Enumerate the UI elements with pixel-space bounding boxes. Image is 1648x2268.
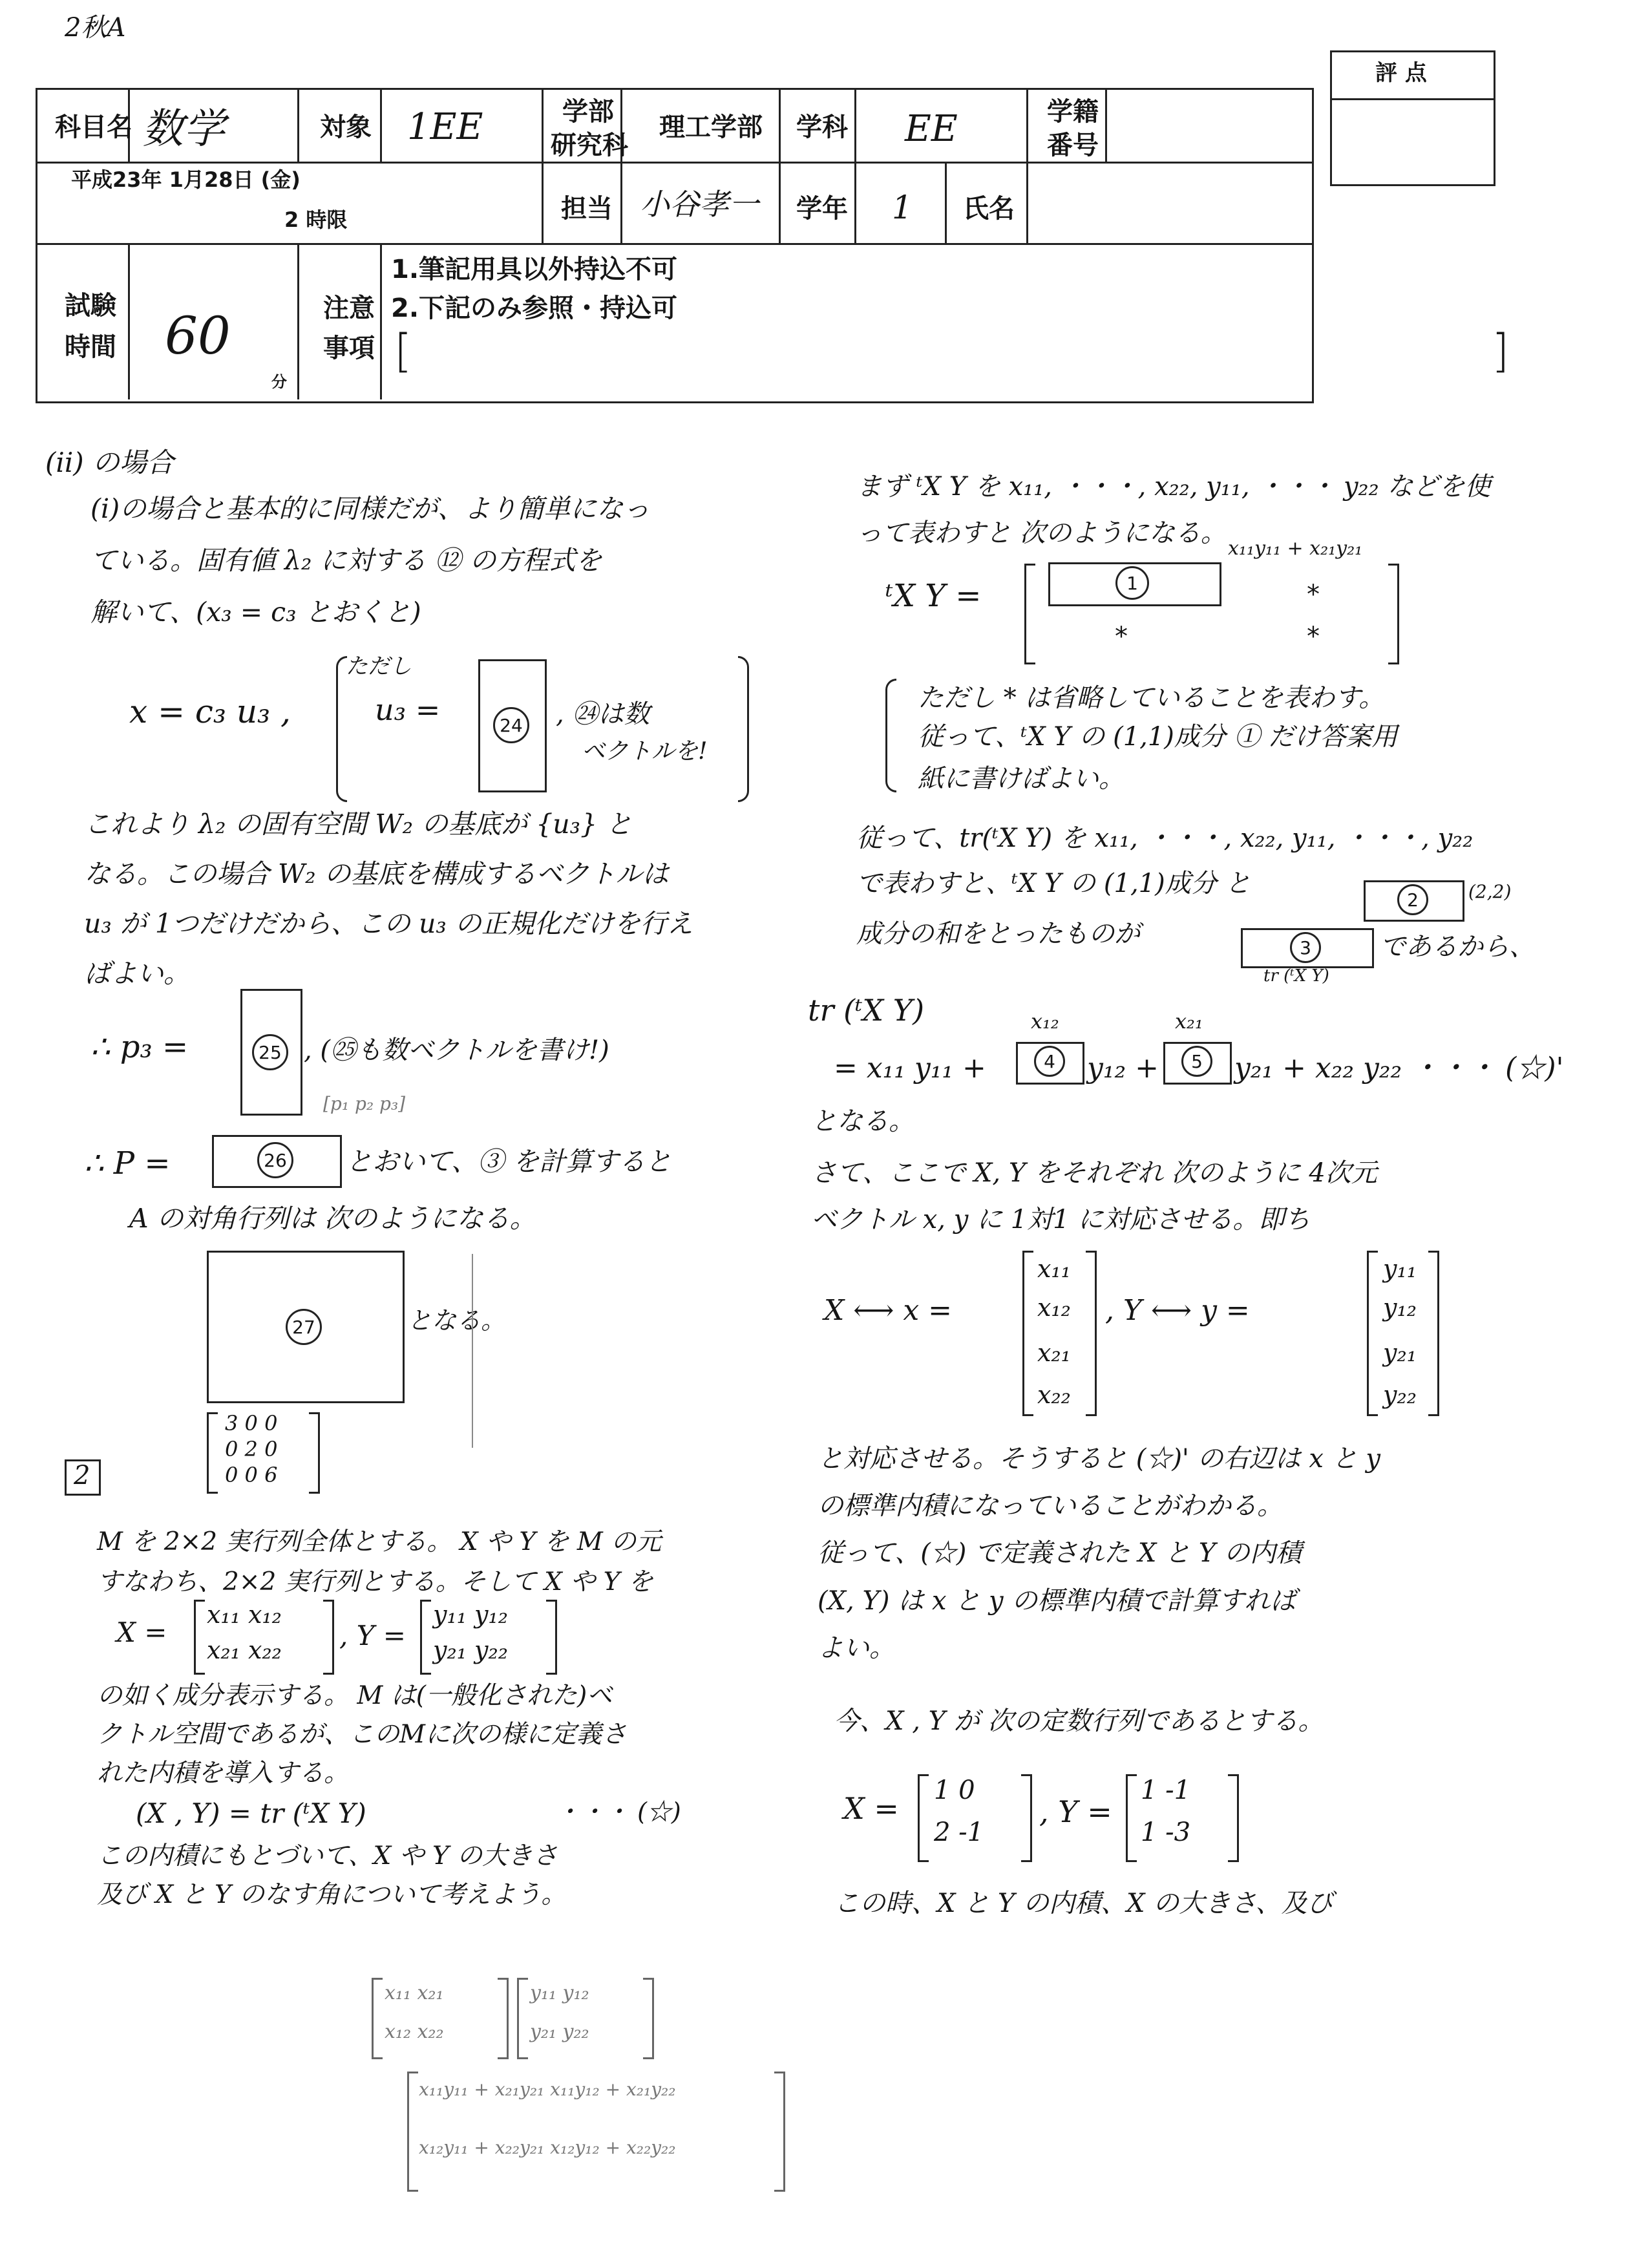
- y-matrix-row: y₂₁ y₂₂: [433, 1636, 508, 1664]
- note-paren: [885, 679, 896, 792]
- name-label: 氏名: [963, 194, 1015, 224]
- paragraph-line: よい。: [818, 1633, 895, 1663]
- paragraph-line: この時、X と Y の内積、X の大きさ、及び: [834, 1889, 1333, 1918]
- note-1: 1.筆記用具以外持込不可: [391, 255, 678, 284]
- box25-note: , (㉕も数ベクトルを書け!): [304, 1035, 609, 1065]
- student-no-label-1: 学籍: [1047, 97, 1099, 127]
- paragraph-line: 解いて、(x₃ = c₃ とおくと): [90, 597, 421, 628]
- time-label-1: 試験: [65, 291, 116, 321]
- y-matrix-label: , Y =: [339, 1620, 406, 1651]
- answer-number-1: 1: [1115, 566, 1149, 600]
- scratch-bracket: [372, 1978, 383, 2059]
- star-mark: *: [1307, 622, 1320, 652]
- star-label: ・・・ (☆): [556, 1797, 681, 1826]
- target-label: 対象: [320, 112, 372, 142]
- given-y-row: 1 -3: [1141, 1818, 1191, 1847]
- matrix-bracket-right: [1228, 1774, 1239, 1862]
- x-matrix-label: X =: [116, 1616, 167, 1648]
- scratch-row: x₁₂y₁₁ + x₂₂y₂₁ x₁₂y₁₂ + x₂₂y₂₂: [419, 2137, 676, 2158]
- time-label-2: 時間: [65, 332, 116, 362]
- x-vector-entry: x₂₂: [1037, 1381, 1071, 1409]
- map-x-label: X ⟷ x =: [824, 1294, 953, 1327]
- diag-row: 3 0 0: [225, 1411, 278, 1436]
- paragraph-line: クトル空間であるが、このMに次の様に定義さ: [97, 1720, 627, 1749]
- year-value: 1: [892, 189, 913, 226]
- paragraph-line: なる。この場合 W₂ の基底を構成するベクトルは: [84, 858, 669, 889]
- matrix-bracket-left: [207, 1412, 218, 1494]
- note-2: 2.下記のみ参照・持込可: [391, 293, 678, 323]
- box24-note-2: ベクトルを!: [582, 738, 708, 765]
- year-label: 学年: [796, 194, 848, 224]
- y-vector-entry: y₂₁: [1383, 1339, 1417, 1367]
- exam-period: 2 時限: [284, 207, 348, 232]
- note-tadashi: ただし: [346, 653, 412, 679]
- paragraph-line: A の対角行列は 次のようになる。: [129, 1203, 536, 1234]
- paragraph-line: (i)の場合と基本的に同様だが、より簡単になっ: [90, 493, 650, 524]
- matrix-bracket-left: [420, 1600, 431, 1675]
- box24-note: , ㉔は数: [556, 699, 650, 729]
- student-no-label-2: 番号: [1047, 131, 1099, 160]
- time-value: 60: [165, 306, 231, 366]
- eigenvector-equation: x = c₃ u₃ ,: [129, 693, 291, 730]
- teacher-label: 担当: [561, 194, 613, 224]
- matrix-bracket-right: [1021, 1774, 1032, 1862]
- faculty-label-2: 研究科: [551, 131, 628, 160]
- notes-label-1: 注意: [323, 293, 375, 323]
- box5-top-note: x₂₁: [1175, 1009, 1203, 1033]
- matrix-bracket-left: [194, 1600, 205, 1675]
- paragraph-line: これより λ₂ の固有空間 W₂ の基底が {u₃} と: [84, 809, 633, 840]
- answer-number-24: 24: [493, 707, 529, 743]
- side-note: x₁₁y₁₁ + x₂₁y₂₁: [1228, 537, 1363, 560]
- note-bracket-close: ]: [1492, 324, 1510, 377]
- paragraph-line: ている。固有値 λ₂ に対する ⑫ の方程式を: [90, 545, 602, 576]
- scratch-bracket: [774, 2072, 785, 2192]
- star-mark: *: [1115, 622, 1128, 652]
- box3-under-note: tr (ᵗX Y): [1263, 966, 1329, 986]
- matrix-bracket-left: [1126, 1774, 1137, 1862]
- corner-mark: 2秋A: [65, 13, 126, 43]
- dept-label: 学科: [796, 112, 848, 142]
- matrix-bracket-right: [1388, 564, 1399, 664]
- paragraph-line: ばよい。: [84, 958, 190, 989]
- scratch-row: x₁₁y₁₁ + x₂₁y₂₁ x₁₁y₁₂ + x₂₁y₂₂: [419, 2079, 676, 2100]
- given-x-row: 1 0: [934, 1775, 975, 1805]
- u3-label: u₃ =: [375, 692, 441, 727]
- dept-value: EE: [905, 108, 958, 150]
- x-matrix-row: x₂₁ x₂₂: [207, 1636, 282, 1664]
- given-x-row: 2 -1: [934, 1818, 984, 1847]
- paragraph-line: M を 2×2 実行列全体とする。 X や Y を M の元: [97, 1527, 662, 1556]
- faculty-label-1: 学部: [562, 97, 614, 127]
- trace-eq-c: y₂₁ + x₂₂ y₂₂ ・・・ (☆)': [1234, 1052, 1564, 1085]
- given-y-label: , Y =: [1039, 1794, 1112, 1829]
- paragraph-line: さて、ここで X, Y をそれぞれ 次のように 4次元: [811, 1158, 1377, 1188]
- paragraph-line: 従って、ᵗX Y の (1,1)成分 ① だけ答案用: [918, 722, 1398, 752]
- y-vector-entry: y₁₁: [1383, 1255, 1417, 1283]
- txy-label: ᵗX Y =: [885, 578, 982, 614]
- paragraph-line: すなわち、2×2 実行列とする。そして X や Y を: [97, 1567, 653, 1596]
- scratch-p-matrix: [p₁ p₂ p₃]: [323, 1093, 406, 1114]
- scratch-bracket: [517, 1978, 528, 2059]
- vector-bracket-right: [1428, 1251, 1439, 1416]
- answer-number-3: 3: [1290, 932, 1321, 963]
- paragraph-line: (X, Y) は x と y の標準内積で計算すれば: [818, 1586, 1296, 1616]
- x-vector-entry: x₁₁: [1037, 1255, 1071, 1283]
- subject-value: 数学: [142, 105, 225, 153]
- answer-number-5: 5: [1181, 1046, 1212, 1077]
- scratch-work-matrices: [472, 1254, 822, 1448]
- teacher-value: 小谷孝一: [640, 187, 759, 222]
- trace-eq-b: y₁₂ +: [1087, 1052, 1159, 1085]
- diag-row: 0 0 6: [225, 1463, 278, 1487]
- p-equation: ∴ P =: [84, 1145, 171, 1182]
- target-value: 1EE: [407, 106, 483, 148]
- vector-bracket-left: [1022, 1251, 1033, 1416]
- paragraph-line: 従って、(☆) で定義された X と Y の内積: [818, 1538, 1302, 1568]
- paragraph-line: この内積にもとづいて、X や Y の大きさ: [97, 1841, 558, 1871]
- paragraph-line: まず ᵗX Y を x₁₁, ・・・, x₂₂, y₁₁, ・・・ y₂₂ などを使: [856, 472, 1491, 502]
- paragraph-line: と対応させる。そうすると (☆)' の右辺は x と y: [818, 1444, 1380, 1474]
- paragraph-line: となる。: [811, 1107, 914, 1136]
- x-vector-entry: x₁₂: [1037, 1293, 1071, 1322]
- paragraph-line: とおいて、③ を計算すると: [346, 1146, 672, 1177]
- matrix-bracket-right: [546, 1600, 557, 1675]
- scratch-bracket: [498, 1978, 509, 2059]
- paragraph-line: で表わすと、ᵗX Y の (1,1)成分 と: [856, 869, 1251, 898]
- scratch-row: x₁₁ x₂₁: [385, 1982, 444, 2004]
- trace-eq-a: = x₁₁ y₁₁ +: [834, 1052, 986, 1085]
- answer-number-27: 27: [286, 1309, 322, 1345]
- faculty-value: 理工学部: [659, 112, 763, 142]
- paragraph-line: の標準内積になっていることがわかる。: [818, 1491, 1283, 1521]
- answer-number-2: 2: [1397, 884, 1428, 915]
- vector-bracket-right: [1086, 1251, 1097, 1416]
- answer-number-4: 4: [1034, 1046, 1065, 1077]
- scratch-bracket: [643, 1978, 654, 2059]
- diag-row: 0 2 0: [225, 1437, 278, 1461]
- star-mark: *: [1307, 580, 1320, 609]
- notes-label-2: 事項: [323, 334, 375, 363]
- inner-product-definition: (X , Y) = tr (ᵗX Y): [136, 1797, 366, 1829]
- box4-top-note: x₁₂: [1031, 1009, 1059, 1033]
- paragraph-line: 及び X と Y のなす角について考えよう。: [97, 1880, 567, 1909]
- given-y-row: 1 -1: [1141, 1775, 1191, 1805]
- close-paren: [738, 656, 749, 802]
- x-vector-entry: x₂₁: [1037, 1339, 1071, 1367]
- matrix-bracket-left: [1024, 564, 1035, 664]
- subject-label: 科目名: [55, 112, 132, 142]
- given-x-label: X =: [843, 1791, 899, 1826]
- time-unit: 分: [271, 373, 287, 391]
- scratch-row: y₁₁ y₁₂: [530, 1982, 589, 2004]
- paragraph-line: であるから、: [1380, 932, 1535, 962]
- paragraph-line: u₃ が 1つだけだから、この u₃ の正規化だけを行え: [84, 908, 693, 939]
- answer-number-25: 25: [252, 1034, 288, 1070]
- paragraph-line: 紙に書けばよい。: [918, 764, 1125, 794]
- paragraph-line: ベクトル x, y に 1対1 に対応させる。即ち: [811, 1205, 1311, 1235]
- paragraph-line: 今、X , Y が 次の定数行列であるとする。: [834, 1706, 1324, 1736]
- y-matrix-row: y₁₁ y₁₂: [433, 1600, 508, 1629]
- paragraph-line: 従って、tr(ᵗX Y) を x₁₁, ・・・, x₂₂, y₁₁, ・・・, y₂₂: [856, 823, 1474, 853]
- paragraph-line: 成分の和をとったものが: [856, 919, 1141, 949]
- p3-equation: ∴ p₃ =: [90, 1029, 189, 1065]
- paragraph-line: ただし * は省略していることを表わす。: [918, 683, 1385, 713]
- paragraph-line: って表わすと 次のようになる。: [856, 518, 1227, 548]
- note-bracket-open: [: [394, 324, 412, 377]
- scratch-row: y₂₁ y₂₂: [530, 2020, 589, 2043]
- after-box27: となる。: [407, 1306, 506, 1335]
- scratch-row: x₁₂ x₂₂: [385, 2020, 444, 2043]
- box2-side-note: (2,2): [1468, 881, 1512, 902]
- x-matrix-row: x₁₁ x₁₂: [207, 1600, 282, 1629]
- vector-bracket-left: [1367, 1251, 1378, 1416]
- trace-label: tr (ᵗX Y): [808, 993, 925, 1028]
- case-heading: (ii) の場合: [45, 447, 174, 478]
- scratch-bracket: [407, 2072, 418, 2192]
- paragraph-line: れた内積を導入する。: [97, 1759, 350, 1788]
- matrix-bracket-right: [323, 1600, 334, 1675]
- matrix-bracket-left: [918, 1774, 929, 1862]
- answer-number-26: 26: [257, 1142, 293, 1178]
- matrix-bracket-right: [309, 1412, 320, 1494]
- paragraph-line: の如く成分表示する。 M は(一般化された)ベ: [97, 1681, 613, 1710]
- exam-date: 平成23年 1月28日 (金): [71, 167, 301, 192]
- y-vector-entry: y₂₂: [1383, 1381, 1417, 1409]
- y-vector-entry: y₁₂: [1383, 1293, 1417, 1322]
- section-number: 2: [74, 1461, 90, 1490]
- score-label: 評 点: [1375, 60, 1427, 86]
- map-y-label: , Y ⟷ y =: [1105, 1294, 1250, 1327]
- open-paren: [336, 656, 347, 802]
